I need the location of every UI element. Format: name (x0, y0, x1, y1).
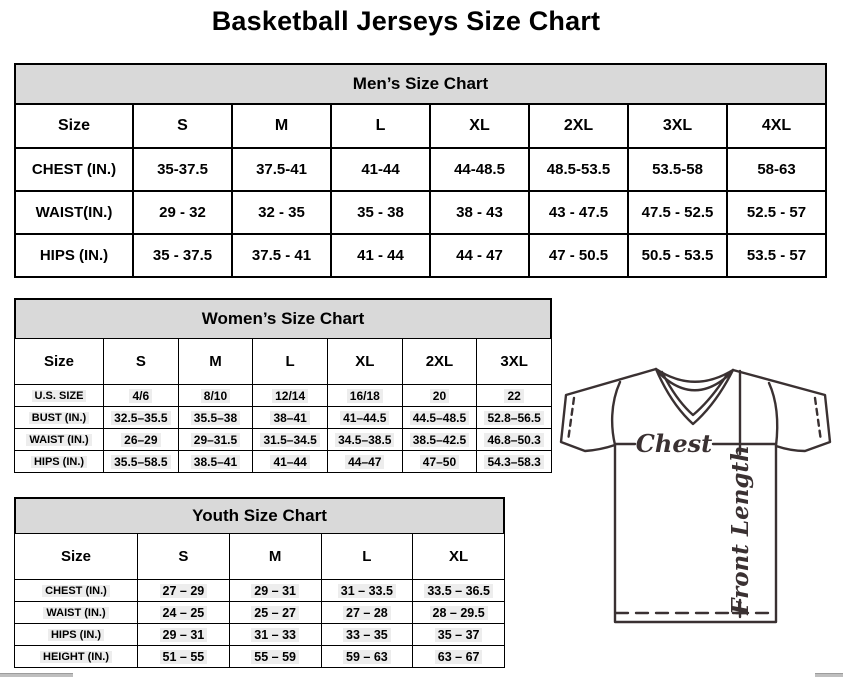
womens-size-table (14, 338, 552, 473)
jersey-measurement-diagram (556, 362, 834, 628)
size-cell: 37.5 - 41 (232, 234, 331, 277)
page-title: Basketball Jerseys Size Chart (211, 6, 601, 36)
size-cell: 35 - 38 (331, 191, 430, 234)
table-row (15, 451, 552, 473)
size-cell: 47 - 50.5 (529, 234, 628, 277)
size-cell: 32 - 35 (232, 191, 331, 234)
row-label: WAIST(IN.) (15, 191, 133, 234)
size-cell: 51 – 55 (138, 646, 230, 668)
table-row (15, 580, 505, 602)
size-cell: 41–44.5 (327, 407, 402, 429)
jersey-outline (561, 369, 830, 622)
table-row (15, 385, 552, 407)
mens-size-table (14, 103, 827, 278)
size-cell: 27 – 28 (321, 602, 413, 624)
size-cell: 25 – 27 (229, 602, 321, 624)
row-label: BUST (IN.) (15, 407, 104, 429)
table-row (15, 191, 826, 234)
size-cell: 38.5–41 (178, 451, 253, 473)
row-label: WAIST (IN.) (15, 602, 138, 624)
front-length-measure-label: Front Length (727, 445, 754, 615)
size-cell: 55 – 59 (229, 646, 321, 668)
size-cell: 44–47 (327, 451, 402, 473)
size-cell: 29 – 31 (229, 580, 321, 602)
row-label: HIPS (IN.) (15, 234, 133, 277)
size-col-header: S (104, 339, 179, 385)
size-cell: 35 – 37 (413, 624, 505, 646)
size-cell: 48.5-53.5 (529, 148, 628, 191)
row-label: WAIST (IN.) (15, 429, 104, 451)
size-col-header: L (253, 339, 328, 385)
size-cell: 37.5-41 (232, 148, 331, 191)
chest-measure-label: Chest (635, 429, 713, 458)
row-label: HEIGHT (IN.) (15, 646, 138, 668)
size-cell: 53.5-58 (628, 148, 727, 191)
size-cell: 31 – 33.5 (321, 580, 413, 602)
size-cell: 53.5 - 57 (727, 234, 826, 277)
size-cell: 26–29 (104, 429, 179, 451)
youth-chart-title: Youth Size Chart (14, 497, 505, 533)
table-row (15, 234, 826, 277)
size-col-header: M (178, 339, 253, 385)
size-col-header: 2XL (529, 104, 628, 148)
size-col-header: 2XL (402, 339, 477, 385)
size-cell: 29–31.5 (178, 429, 253, 451)
row-label: CHEST (IN.) (15, 580, 138, 602)
mens-chart-title: Men’s Size Chart (14, 63, 827, 103)
scrollbar-fragment-left[interactable] (0, 673, 73, 677)
size-cell: 35 - 37.5 (133, 234, 232, 277)
size-cell: 44 - 47 (430, 234, 529, 277)
size-cell: 29 – 31 (138, 624, 230, 646)
right-sleeve-seam (769, 383, 777, 446)
size-cell: 12/14 (253, 385, 328, 407)
size-cell: 29 - 32 (133, 191, 232, 234)
size-col-header: S (138, 534, 230, 580)
womens-size-chart (14, 298, 552, 473)
size-cell: 47–50 (402, 451, 477, 473)
size-col-header: XL (430, 104, 529, 148)
size-cell: 44-48.5 (430, 148, 529, 191)
table-row (15, 624, 505, 646)
size-cell: 47.5 - 52.5 (628, 191, 727, 234)
right-cuff-dashed-line (815, 398, 821, 441)
size-cell: 33 – 35 (321, 624, 413, 646)
size-col-header: M (229, 534, 321, 580)
size-cell: 44.5–48.5 (402, 407, 477, 429)
size-col-header: M (232, 104, 331, 148)
size-cell: 41-44 (331, 148, 430, 191)
table-row (15, 602, 505, 624)
size-cell: 38 - 43 (430, 191, 529, 234)
table-row (15, 407, 552, 429)
left-sleeve-seam (612, 382, 620, 445)
size-cell: 4/6 (104, 385, 179, 407)
size-cell: 20 (402, 385, 477, 407)
size-col-header: XL (327, 339, 402, 385)
size-cell: 35.5–58.5 (104, 451, 179, 473)
size-cell: 58-63 (727, 148, 826, 191)
size-cell: 35.5–38 (178, 407, 253, 429)
size-cell: 24 – 25 (138, 602, 230, 624)
left-cuff-dashed-line (568, 398, 574, 441)
size-cell: 22 (477, 385, 552, 407)
size-cell: 34.5–38.5 (327, 429, 402, 451)
size-cell: 38.5–42.5 (402, 429, 477, 451)
size-cell: 50.5 - 53.5 (628, 234, 727, 277)
size-cell: 52.5 - 57 (727, 191, 826, 234)
table-row (15, 646, 505, 668)
size-col-header: L (331, 104, 430, 148)
womens-chart-title: Women’s Size Chart (14, 298, 552, 338)
size-cell: 59 – 63 (321, 646, 413, 668)
row-label: HIPS (IN.) (15, 624, 138, 646)
size-cell: 63 – 67 (413, 646, 505, 668)
size-cell: 52.8–56.5 (477, 407, 552, 429)
size-cell: 32.5–35.5 (104, 407, 179, 429)
size-cell: 8/10 (178, 385, 253, 407)
size-cell: 27 – 29 (138, 580, 230, 602)
size-cell: 31 – 33 (229, 624, 321, 646)
size-cell: 41–44 (253, 451, 328, 473)
size-corner-header: Size (15, 534, 138, 580)
size-cell: 38–41 (253, 407, 328, 429)
table-row (15, 148, 826, 191)
size-col-header: L (321, 534, 413, 580)
size-corner-header: Size (15, 339, 104, 385)
size-cell: 33.5 – 36.5 (413, 580, 505, 602)
size-col-header: 3XL (628, 104, 727, 148)
size-col-header: 3XL (477, 339, 552, 385)
size-col-header: 4XL (727, 104, 826, 148)
scrollbar-fragment-right[interactable] (815, 673, 843, 677)
size-col-header: S (133, 104, 232, 148)
size-cell: 54.3–58.3 (477, 451, 552, 473)
size-col-header: XL (413, 534, 505, 580)
size-cell: 41 - 44 (331, 234, 430, 277)
youth-size-table (14, 533, 505, 668)
row-label: HIPS (IN.) (15, 451, 104, 473)
row-label: U.S. SIZE (15, 385, 104, 407)
size-cell: 28 – 29.5 (413, 602, 505, 624)
size-cell: 35-37.5 (133, 148, 232, 191)
row-label: CHEST (IN.) (15, 148, 133, 191)
size-corner-header: Size (15, 104, 133, 148)
table-row (15, 429, 552, 451)
youth-size-chart (14, 497, 505, 668)
size-cell: 31.5–34.5 (253, 429, 328, 451)
mens-size-chart (14, 63, 827, 278)
size-cell: 43 - 47.5 (529, 191, 628, 234)
size-cell: 46.8–50.3 (477, 429, 552, 451)
size-cell: 16/18 (327, 385, 402, 407)
